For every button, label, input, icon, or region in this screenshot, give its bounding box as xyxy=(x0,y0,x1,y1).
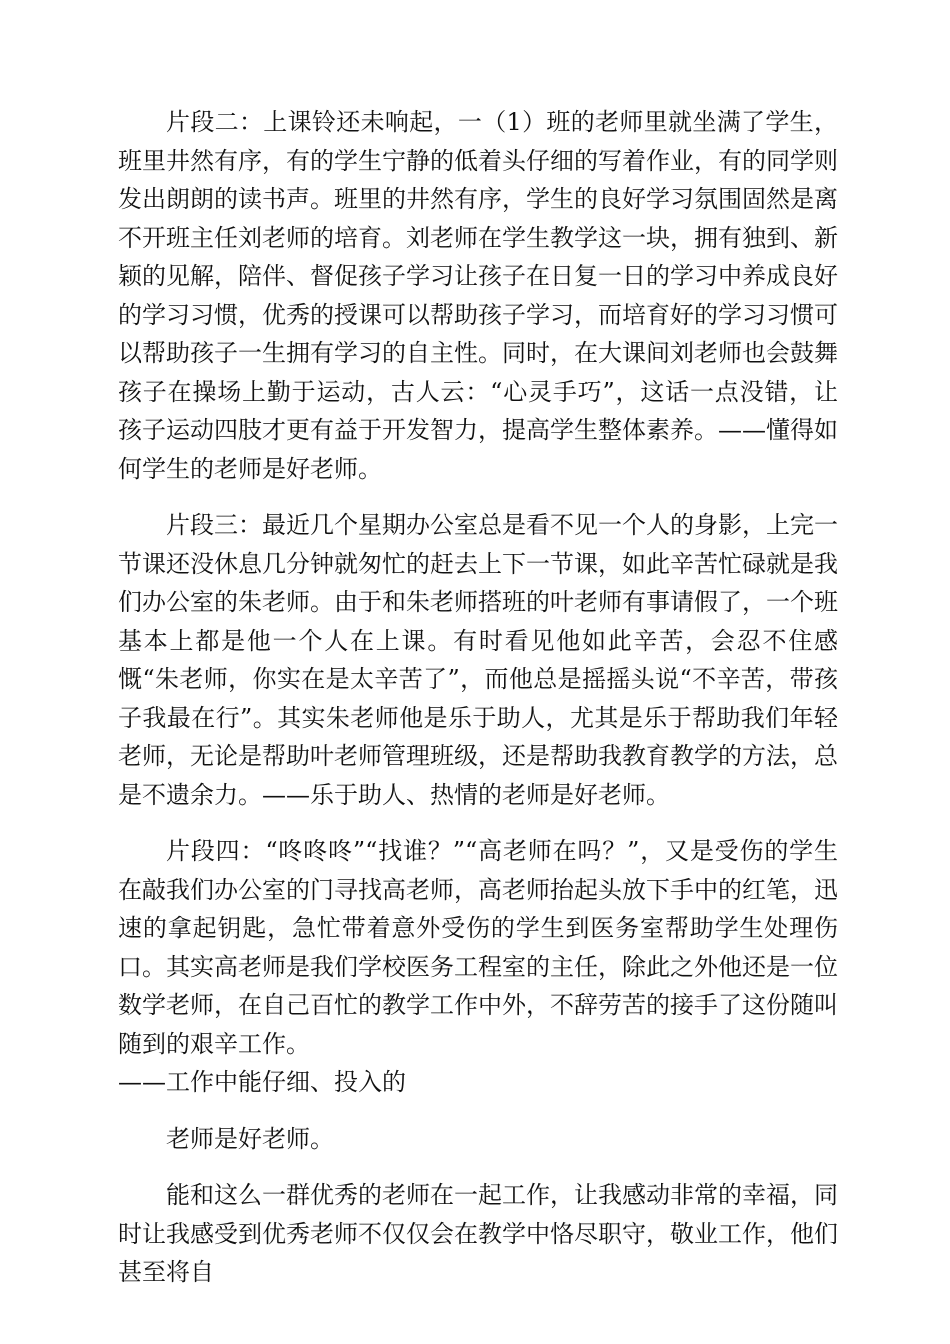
paragraph-segment-two: 片段二：上课铃还未响起，一（1）班的老师里就坐满了学生，班里井然有序，有的学生宁静的低着头仔细的写着作业，有的同学则发出朗朗的读书声。班里的井然有序，学生的良好学习氛围固然是离不开班主任刘老师的培育。刘老师在学生教学这一块，拥有独到、新颖的见解，陪伴、督促孩子学习让孩子在日复一日的学习中养成良好的学习习惯，优秀的授课可以帮助孩子学习，而培育好的学习习惯可以帮助孩子一生拥有学习的自主性。同时，在大课间刘老师也会鼓舞孩子在操场上勤于运动，古人云：“心灵手巧”，这话一点没错，让孩子运动四肢才更有益于开发智力，提高学生整体素养。——懂得如何学生的老师是好老师。 xyxy=(118,108,838,483)
paragraph-segment-three: 片段三：最近几个星期办公室总是看不见一个人的身影，上完一节课还没休息几分钟就匆忙的赶去上下一节课，如此辛苦忙碌就是我们办公室的朱老师。由于和朱老师搭班的叶老师有事请假了，一个班基本上都是他一个人在上课。有时看见他如此辛苦，会忍不住感慨“朱老师，你实在是太辛苦了”，而他总是摇摇头说“不辛苦，带孩子我最在行”。其实朱老师他是乐于助人，尤其是乐于帮助我们年轻老师，无论是帮助叶老师管理班级，还是帮助我教育教学的方法，总是不遗余力。——乐于助人、热情的老师是好老师。 xyxy=(118,511,838,809)
paragraph-segment-four: 片段四：“咚咚咚”“找谁？”“高老师在吗？”，又是受伤的学生在敲我们办公室的门寻找高老师，高老师抬起头放下手中的红笔，迅速的拿起钥匙，急忙带着意外受伤的学生到医务室帮助学生处理伤口。其实高老师是我们学校医务工程室的主任，除此之外他还是一位数学老师，在自己百忙的教学工作中外，不辞劳苦的接手了这份随叫随到的艰辛工作。 xyxy=(118,837,838,1058)
paragraph-segment-four-conclusion: ——工作中能仔细、投入的 xyxy=(118,1068,406,1096)
paragraph-closing: 能和这么一群优秀的老师在一起工作，让我感动非常的幸福，同时让我感受到优秀老师不仅仅会在教学中恪尽职守，敬业工作，他们甚至将自 xyxy=(118,1181,838,1286)
document-body xyxy=(118,103,838,1310)
paragraph-conclusion-continued: 老师是好老师。 xyxy=(166,1124,334,1153)
